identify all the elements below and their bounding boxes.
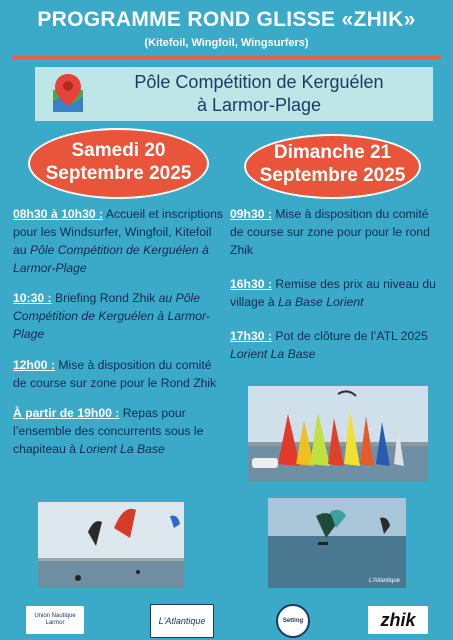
page-title: PROGRAMME ROND GLISSE «ZHIK»	[37, 8, 416, 31]
event-place: Lorient La Base	[79, 442, 165, 456]
event-text: Accueil et inscriptions pour les Windsurfer, Wingfoil, Kitefoil au	[13, 207, 224, 257]
day1-event	[13, 205, 227, 277]
event-text: Pot de clôture de l’ATL 2025	[272, 329, 428, 343]
event-time: 17h30 :	[230, 329, 273, 343]
photo-credit: L'Atlantique	[368, 578, 400, 584]
event-place: au Pôle Compétition de Kerguélen à Larmor-Plage	[13, 291, 210, 341]
day2-event	[230, 275, 442, 311]
venue-line-2: à Larmor-Plage	[196, 95, 322, 115]
title-rule	[12, 56, 441, 59]
event-place: Pôle Compétition de Kerguélen à Larmor-Plage	[13, 243, 209, 275]
day1-event	[13, 356, 227, 392]
day2-oval	[244, 134, 421, 199]
event-text: Remise des prix au niveau du village à	[230, 277, 436, 309]
day1-event	[13, 289, 227, 343]
day1-title-line2: Septembre 2025	[45, 163, 192, 184]
day1-schedule	[13, 205, 227, 469]
wingfoil-photo	[268, 498, 406, 588]
event-time: 10:30 :	[13, 291, 52, 305]
event-text: Repas pour l’ensemble des concurrents sous le chapiteau à	[13, 406, 204, 456]
day1-event	[13, 404, 227, 458]
day2-title-line2: Septembre 2025	[259, 165, 406, 186]
day1-title-line1: Samedi 20	[71, 140, 166, 161]
event-time: 08h30 à 10h30 :	[13, 207, 104, 221]
sponsor-logo-zhik: zhik	[368, 606, 428, 634]
windsurf-race-photo	[248, 386, 428, 482]
page-subtitle: (Kitefoil, Wingfoil, Wingsurfers)	[144, 37, 309, 49]
event-time: 16h30 :	[230, 277, 273, 291]
event-place: Lorient La Base	[230, 347, 316, 361]
day1-oval	[28, 128, 209, 199]
day2-title-line1: Dimanche 21	[273, 142, 392, 163]
event-time: 12h00 :	[13, 358, 56, 372]
sponsor-logo-unl: Union Nautique Larmor	[26, 606, 84, 634]
event-text: Briefing Rond Zhik	[51, 291, 159, 305]
day2-event	[230, 327, 442, 363]
event-time: À partir de 19h00 :	[13, 406, 120, 420]
event-place: La Base Lorient	[278, 295, 364, 309]
event-time: 09h30 :	[230, 207, 273, 221]
day2-schedule	[230, 205, 442, 374]
event-text: Mise à disposition du comité de course sur zone pour pour le rond Zhik	[230, 207, 430, 257]
sponsor-logo-setting: Setting	[276, 604, 310, 638]
day2-event	[230, 205, 442, 259]
event-text: Mise à disposition du comité de course sur zone pour le Rond Zhik	[13, 358, 217, 390]
map-pin-icon	[49, 72, 87, 121]
kitefoil-photo	[38, 502, 184, 588]
venue-line-1: Pôle Compétition de Kerguélen	[134, 72, 384, 92]
sponsor-logo-atlantique: L'Atlantique	[150, 604, 214, 638]
venue-box	[35, 67, 433, 121]
